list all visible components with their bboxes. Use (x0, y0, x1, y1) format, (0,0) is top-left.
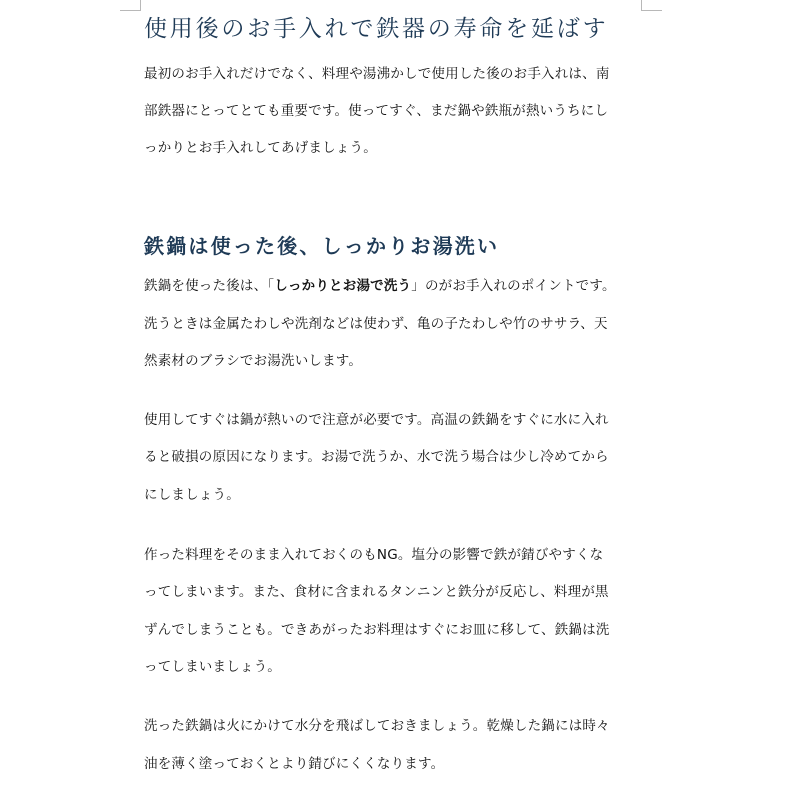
intro-emphasis: しっかりとお湯で洗う (274, 278, 412, 294)
paragraph-line: ると破損の原因になります。お湯で洗うか、水で洗う場合は少し冷めてから (144, 449, 609, 465)
section-heading-hot-water-wash: 鉄鍋は使った後、しっかりお湯洗い (144, 234, 500, 258)
paragraph-line: 最初のお手入れだけでなく、料理や湯沸かしで使用した後のお手入れは、南 (144, 66, 610, 82)
paragraph-line: 部鉄器にとってとても重要です。使ってすぐ、まだ鍋や鉄瓶が熱いうちにし (144, 103, 609, 119)
paragraph-line: 油を薄く塗っておくとより錆びにくくなります。 (144, 756, 445, 772)
paragraph-line: ってしまいましょう。 (144, 659, 281, 675)
page-corner-mark-left (120, 0, 141, 11)
intro-text-after: 」のがお手入れのポイントです。 (411, 278, 616, 294)
paragraph-line: 然素材のブラシでお湯洗いします。 (144, 353, 363, 369)
paragraph-line: 洗うときは金属たわしや洗剤などは使わず、亀の子たわしや竹のササラ、天 (144, 316, 608, 332)
paragraph-line: ってしまいます。また、食材に含まれるタンニンと鉄分が反応し、料理が黒 (144, 584, 609, 600)
paragraph-line: 使用してすぐは鍋が熱いので注意が必要です。高温の鉄鍋をすぐに水に入れ (144, 412, 609, 428)
paragraph-line: 洗った鉄鍋は火にかけて水分を飛ばしておきましょう。乾燥した鍋には時々 (144, 718, 610, 734)
paragraph-line: 作った料理をそのまま入れておくのもNG。塩分の影響で鉄が錆びやすくな (144, 547, 604, 563)
section-heading-aftercare: 使用後のお手入れで鉄器の寿命を延ばす (144, 16, 609, 42)
page-corner-mark-right (641, 0, 662, 11)
paragraph-line: ずんでしまうことも。できあがったお料理はすぐにお皿に移して、鉄鍋は洗 (144, 622, 610, 638)
paragraph-line: にしましょう。 (144, 487, 240, 503)
paragraph-line: っかりとお手入れしてあげましょう。 (144, 140, 377, 156)
intro-text-before: 鉄鍋を使った後は、「 (144, 278, 275, 294)
paragraph-line-intro (144, 274, 616, 294)
